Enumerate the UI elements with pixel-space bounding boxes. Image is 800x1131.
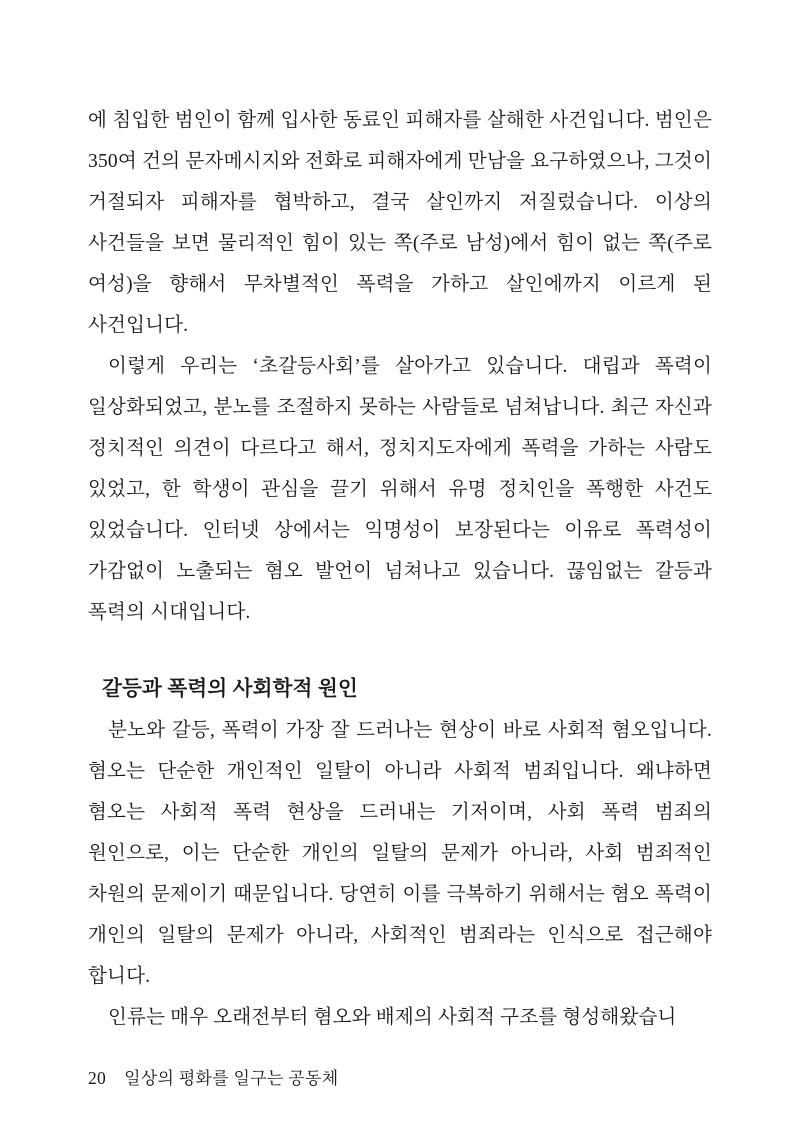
page-body bbox=[88, 100, 712, 1038]
paragraph-1: 에 침입한 범인이 함께 입사한 동료인 피해자를 살해한 사건입니다. 범인은 350여 건의 문자메시지와 전화로 피해자에게 만남을 요구하였으나, 그것이 거절되자 피해자를 협박하고, 결국 살인까지 저질렀습니다. 이상의 사건들을 보면 물리적인 힘이 있는 쪽(주로 남성)에서 힘이 없는 쪽(주로 여성)을 향해서 무차별적인 폭력을 가하고 살인에까지 이르게 된 사건입니다. bbox=[88, 110, 712, 336]
paragraph-3: 분노와 갈등, 폭력이 가장 잘 드러나는 현상이 바로 사회적 혐오입니다. 혐오는 단순한 개인적인 일탈이 아니라 사회적 범죄입니다. 왜냐하면 혐오는 사회적 폭력 현상을 드러내는 기저이며, 사회 폭력 범죄의 원인으로, 이는 단순한 개인의 일탈의 문제가 아니라, 사회 범죄적인 차원의 문제이기 때문입니다. 당연히 이를 극복하기 위해서는 혐오 폭력이 개인의 일탈의 문제가 아니라, 사회적인 범죄라는 인식으로 접근해야 합니다. bbox=[88, 720, 712, 987]
section-spacer bbox=[88, 633, 712, 669]
paragraph-2: 이렇게 우리는 ‘초갈등사회’를 살아가고 있습니다. 대립과 폭력이 일상화되었고, 분노를 조절하지 못하는 사람들로 넘쳐납니다. 최근 자신과 정치적인 의견이 다르다고 해서, 정치지도자에게 폭력을 가하는 사람도 있었고, 한 학생이 관심을 끌기 위해서 유명 정치인을 폭행한 사건도 있었습니다. 인터넷 상에서는 익명성이 보장된다는 이유로 폭력성이 가감없이 노출되는 혐오 발언이 넘쳐나고 있습니다. 끊임없는 갈등과 폭력의 시대입니다. bbox=[88, 356, 712, 623]
section-heading: 갈등과 폭력의 사회학적 원인 bbox=[102, 678, 359, 700]
page-number: 20 bbox=[88, 1068, 107, 1088]
running-title: 일상의 평화를 일구는 공동체 bbox=[124, 1069, 339, 1088]
paragraph-4: 인류는 매우 오래전부터 혐오와 배제의 사회적 구조를 형성해왔습니 bbox=[108, 1007, 677, 1028]
page-footer bbox=[88, 1064, 338, 1089]
